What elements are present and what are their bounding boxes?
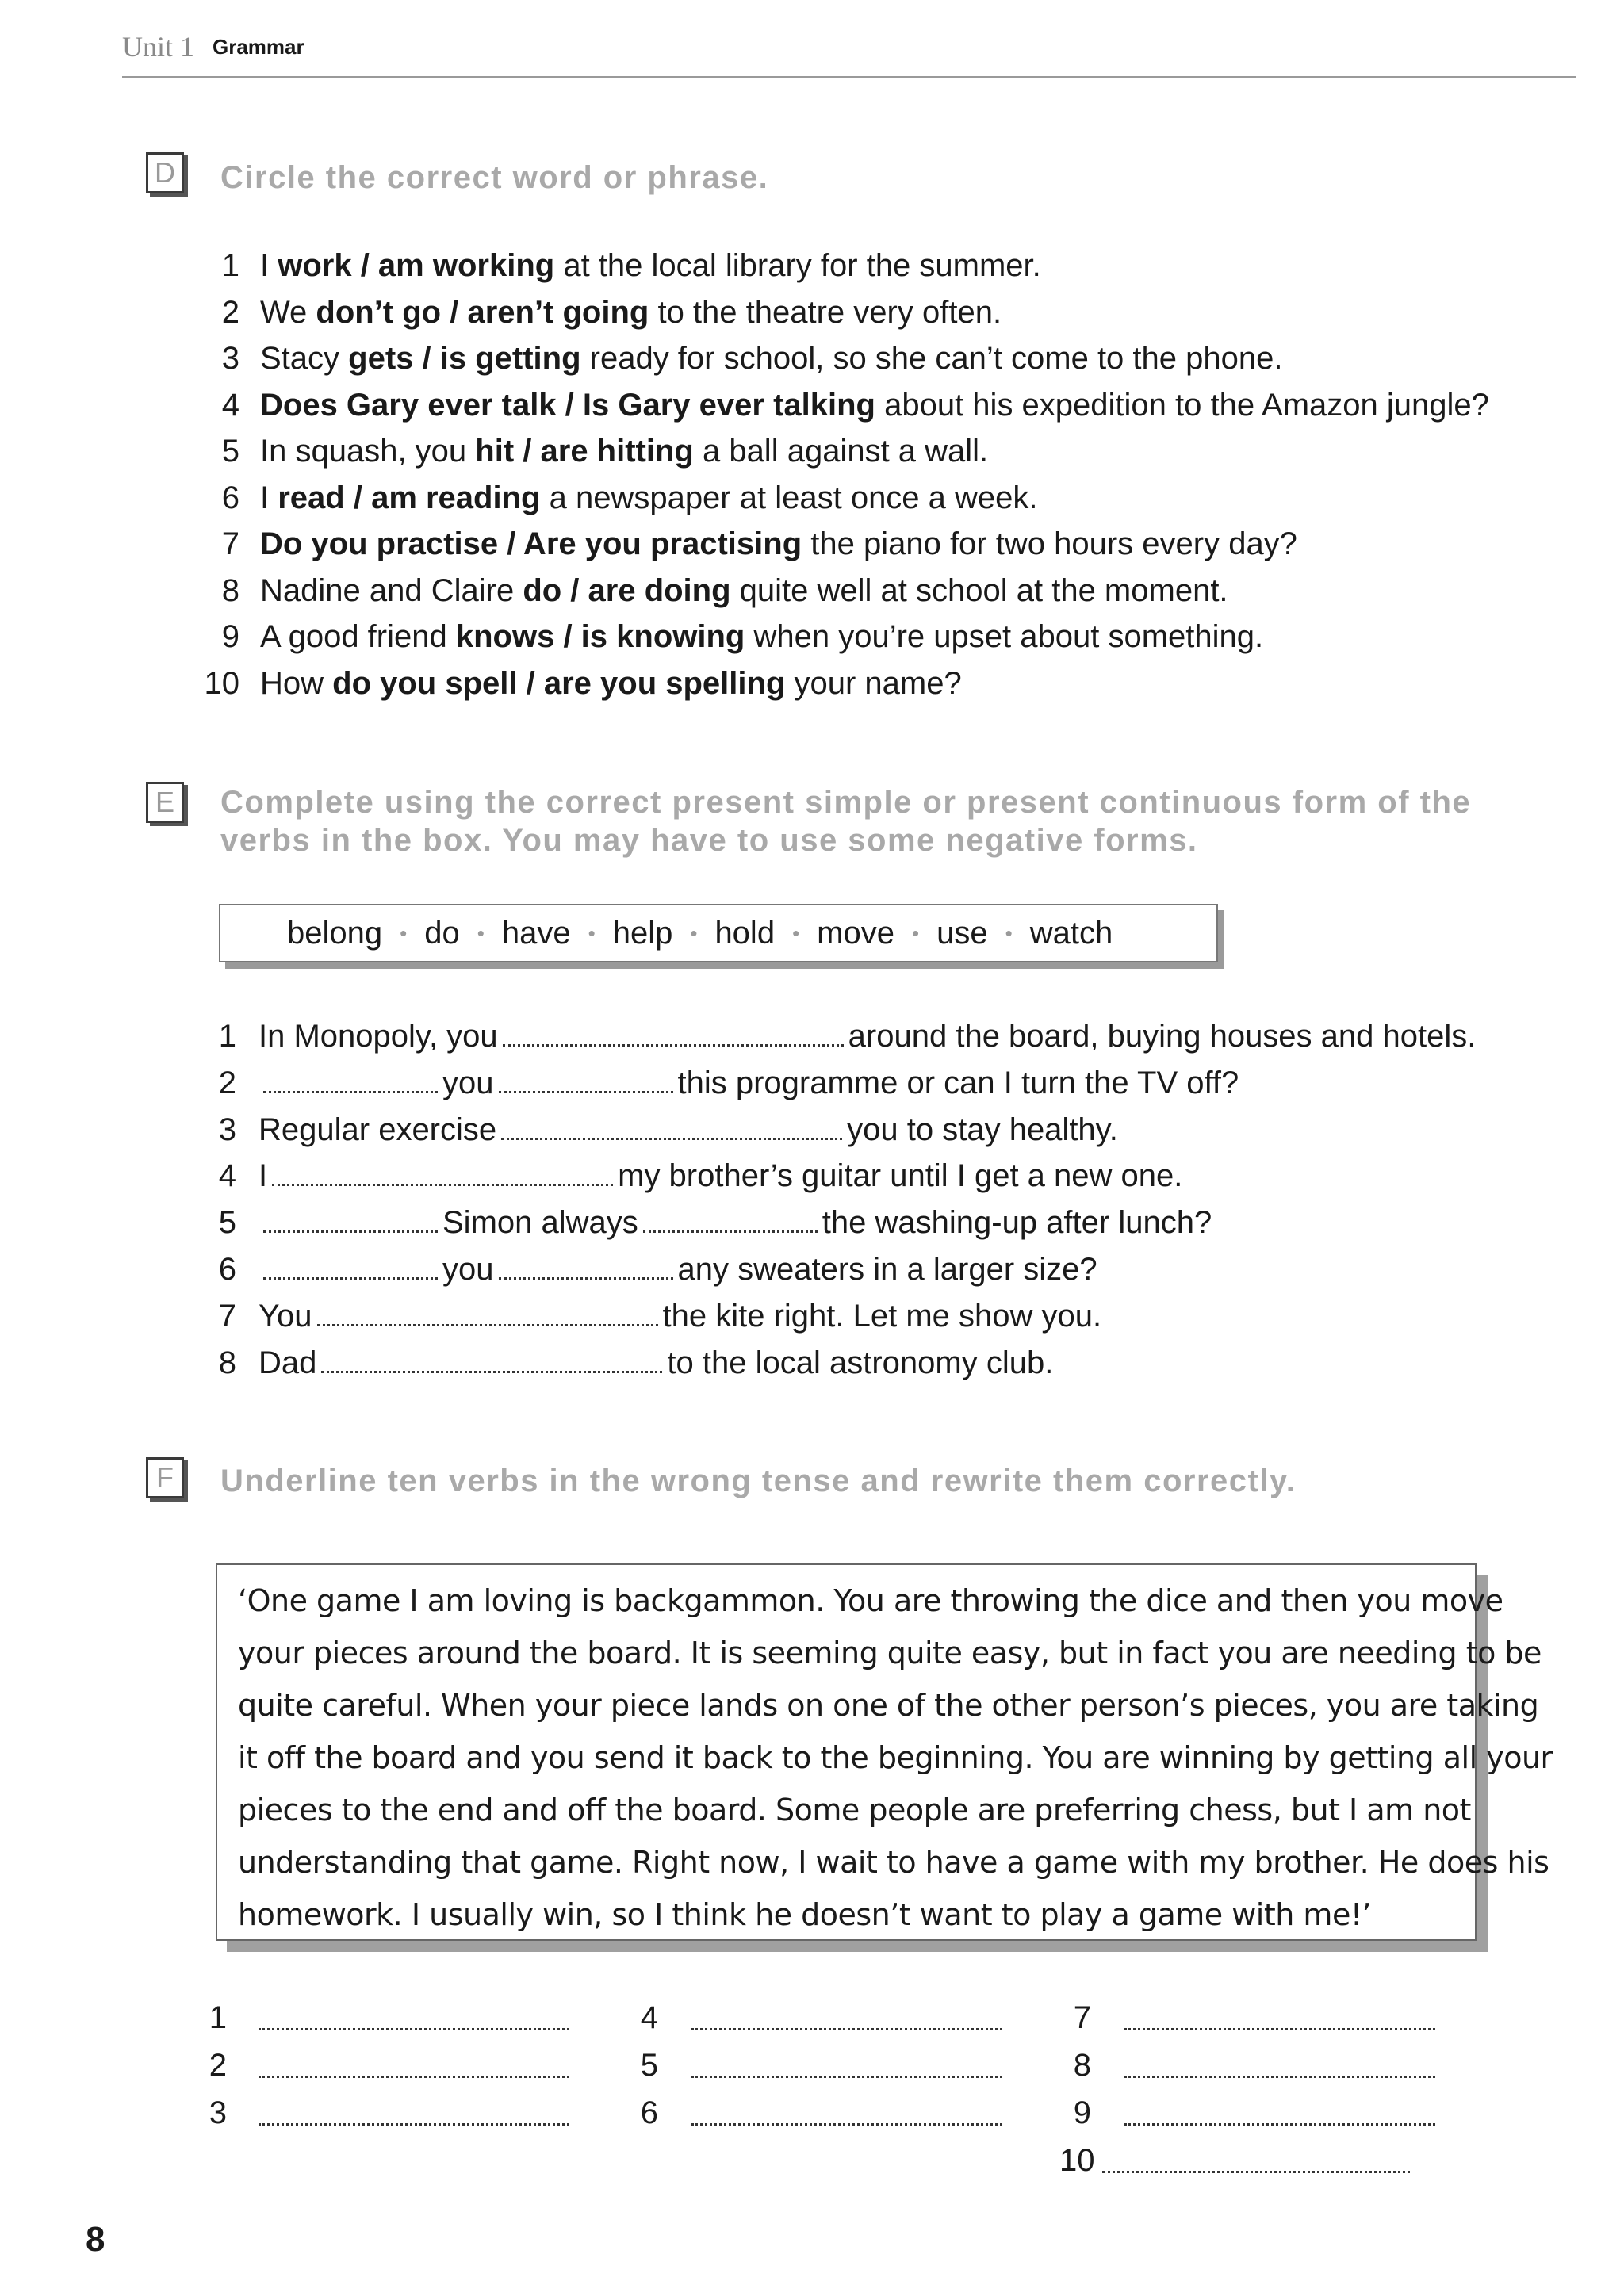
sentence-start: A good friend — [260, 619, 456, 654]
sentence-end: quite well at school at the moment. — [730, 572, 1228, 608]
sentence-end: about his expedition to the Amazon jungle? — [875, 387, 1489, 423]
sentence-part: Regular exercise — [259, 1112, 497, 1147]
sentence-part: any sweaters in a larger size? — [677, 1252, 1097, 1287]
item-number: 3 — [218, 1112, 236, 1147]
item-number: 2 — [221, 294, 239, 330]
sentence — [260, 246, 1041, 285]
bullet-icon: • — [588, 920, 596, 945]
sentence-end: your name? — [785, 665, 962, 701]
verb-word: do — [424, 915, 460, 951]
item-number: 6 — [221, 480, 239, 515]
item-number: 4 — [218, 1158, 236, 1194]
sentence — [260, 571, 1228, 610]
choice-phrase[interactable]: gets / is getting — [348, 341, 581, 376]
gap-sentence — [259, 1016, 1476, 1056]
sentence — [260, 293, 1002, 332]
section-f-badge: F — [146, 1457, 184, 1498]
passage-line: pieces to the end and off the board. Some people are preferring chess, but I am not — [238, 1793, 1471, 1827]
passage-line: understanding that game. Right now, I wait to have a game with my brother. He does his — [238, 1845, 1549, 1880]
verb-word-box — [219, 904, 1218, 962]
item-number: 5 — [218, 1205, 236, 1241]
item-number: 6 — [218, 1252, 236, 1287]
answer-line[interactable] — [259, 2028, 569, 2030]
sentence-start: I — [260, 248, 278, 283]
passage-line: quite careful. When your piece lands on one of the other person’s pieces, you are taking — [238, 1688, 1539, 1723]
bullet-icon: • — [690, 920, 698, 945]
sentence-end: ready for school, so she can’t come to the phone. — [580, 341, 1283, 376]
answer-blank[interactable] — [263, 1253, 438, 1280]
answer-line[interactable] — [1102, 2171, 1410, 2173]
passage-line: your pieces around the board. It is seeming quite easy, but in fact you are needing to be — [238, 1636, 1542, 1670]
sentence — [260, 478, 1038, 518]
verb-word: help — [612, 915, 673, 951]
answer-number: 1 — [209, 2000, 227, 2035]
passage-line: it off the board and you send it back to the beginning. You are winning by getting all your — [238, 1740, 1553, 1775]
sentence — [260, 664, 962, 703]
sentence-end: to the theatre very often. — [649, 294, 1002, 330]
verb-word: use — [936, 915, 988, 951]
item-number: 2 — [218, 1065, 236, 1100]
item-number: 10 — [204, 665, 239, 701]
gap-sentence — [259, 1156, 1182, 1196]
gap-sentence — [259, 1063, 1239, 1103]
item-number: 7 — [221, 526, 239, 561]
item-number: 1 — [221, 248, 239, 283]
item-number: 5 — [221, 434, 239, 469]
answer-blank[interactable] — [263, 1207, 438, 1233]
item-number: 4 — [221, 387, 239, 423]
section-e-badge: E — [146, 782, 184, 823]
sentence-part: Simon always — [442, 1205, 638, 1241]
sentence-start: Stacy — [260, 341, 349, 376]
verb-word: hold — [714, 915, 776, 951]
bullet-icon: • — [792, 920, 800, 945]
answer-blank[interactable] — [317, 1300, 658, 1326]
sentence-part: the washing-up after lunch? — [822, 1205, 1212, 1241]
choice-phrase[interactable]: do / are doing — [523, 572, 731, 608]
answer-blank[interactable] — [263, 1067, 438, 1093]
answer-blank[interactable] — [499, 1253, 673, 1280]
choice-phrase[interactable]: don’t go / aren’t going — [316, 294, 649, 330]
answer-blank[interactable] — [643, 1207, 818, 1233]
verb-word: belong — [287, 915, 383, 951]
sentence-end: a ball against a wall. — [693, 434, 989, 469]
sentence-part: you to stay healthy. — [847, 1112, 1118, 1147]
answer-number: 9 — [1073, 2095, 1091, 2130]
gap-sentence — [259, 1343, 1053, 1383]
sentence — [260, 385, 1489, 425]
sentence-part: you — [442, 1252, 494, 1287]
sentence-part: In Monopoly, you — [259, 1019, 498, 1054]
sentence-part: You — [259, 1298, 312, 1334]
answer-blank[interactable] — [272, 1160, 613, 1186]
answer-line[interactable] — [1124, 2123, 1435, 2126]
section-d-instruction: Circle the correct word or phrase. — [220, 160, 769, 195]
answer-number: 8 — [1073, 2048, 1091, 2083]
gap-sentence — [259, 1203, 1212, 1242]
section-f-instruction: Underline ten verbs in the wrong tense and rewrite them correctly. — [220, 1464, 1297, 1498]
sentence-part: my brother’s guitar until I get a new one. — [618, 1158, 1183, 1194]
bullet-icon: • — [477, 920, 485, 945]
sentence-end: the piano for two hours every day? — [802, 526, 1297, 561]
answer-number: 10 — [1059, 2143, 1095, 2178]
sentence — [260, 339, 1282, 378]
sentence-part: Dad — [259, 1345, 317, 1380]
answer-number: 2 — [209, 2048, 227, 2083]
section-e-instruction-line1: Complete using the correct present simple or present continuous form of the — [220, 785, 1472, 820]
unit-label: Unit 1 — [122, 31, 195, 63]
answer-line[interactable] — [259, 2123, 569, 2126]
answer-line[interactable] — [691, 2123, 1002, 2126]
answer-number: 7 — [1073, 2000, 1091, 2035]
gap-sentence — [259, 1296, 1101, 1336]
sentence-part: to the local astronomy club. — [667, 1345, 1054, 1380]
answer-number: 3 — [209, 2095, 227, 2130]
section-e-instruction-line2: verbs in the box. You may have to use some negative forms. — [220, 823, 1198, 858]
answer-line[interactable] — [1124, 2076, 1435, 2078]
sentence — [260, 524, 1297, 564]
choice-phrase[interactable]: read / am reading — [278, 480, 541, 515]
gap-sentence — [259, 1110, 1118, 1150]
item-number: 9 — [221, 619, 239, 654]
sentence — [260, 617, 1263, 656]
sentence-start: In squash, you — [260, 434, 476, 469]
answer-line[interactable] — [259, 2076, 569, 2078]
passage-box — [216, 1563, 1553, 1941]
answer-number: 6 — [640, 2095, 658, 2130]
answer-number: 4 — [640, 2000, 658, 2035]
sentence-part: around the board, buying houses and hotels. — [848, 1019, 1477, 1054]
choice-phrase[interactable]: Do you practise / Are you practising — [260, 526, 802, 561]
sentence-end: a newspaper at least once a week. — [540, 480, 1038, 515]
choice-phrase[interactable]: knows / is knowing — [455, 619, 745, 654]
bullet-icon: • — [911, 920, 920, 945]
answer-blank[interactable] — [321, 1347, 662, 1373]
passage-line: homework. I usually win, so I think he doesn’t want to play a game with me!’ — [238, 1897, 1372, 1932]
verb-word: have — [501, 915, 571, 951]
sentence-part: I — [259, 1158, 268, 1194]
bullet-icon: • — [400, 920, 408, 945]
answer-blank[interactable] — [501, 1114, 842, 1140]
sentence-part: this programme or can I turn the TV off? — [677, 1065, 1239, 1100]
passage-line: ‘One game I am loving is backgammon. You are throwing the dice and then you move — [238, 1583, 1503, 1618]
sentence-start: I — [260, 480, 278, 515]
bullet-icon: • — [1005, 920, 1013, 945]
answer-number: 5 — [640, 2048, 658, 2083]
section-label: Grammar — [213, 35, 304, 59]
item-number: 8 — [221, 572, 239, 608]
sentence — [260, 431, 988, 471]
sentence-part: the kite right. Let me show you. — [662, 1298, 1102, 1334]
item-number: 3 — [221, 341, 239, 376]
verb-word: watch — [1029, 915, 1113, 951]
sentence-end: when you’re upset about something. — [745, 619, 1264, 654]
section-d-badge: D — [146, 152, 184, 193]
choice-phrase[interactable]: work / am working — [278, 248, 555, 283]
answer-line[interactable] — [691, 2076, 1002, 2078]
sentence-end: at the local library for the summer. — [554, 248, 1041, 283]
answer-blank[interactable] — [499, 1067, 673, 1093]
item-number: 8 — [218, 1345, 236, 1380]
page-number: 8 — [86, 2220, 105, 2259]
choice-phrase[interactable]: hit / are hitting — [475, 434, 694, 469]
verb-word: move — [817, 915, 894, 951]
choice-phrase[interactable]: Does Gary ever talk / Is Gary ever talking — [260, 387, 875, 423]
sentence-start: How — [260, 665, 333, 701]
header-divider — [122, 76, 1576, 78]
answer-line[interactable] — [691, 2028, 1002, 2030]
gap-sentence — [259, 1249, 1097, 1289]
sentence-start: Nadine and Claire — [260, 572, 523, 608]
choice-phrase[interactable]: do you spell / are you spelling — [332, 665, 786, 701]
item-number: 7 — [218, 1298, 236, 1334]
sentence-start: We — [260, 294, 316, 330]
item-number: 1 — [218, 1019, 236, 1054]
answer-line[interactable] — [1124, 2028, 1435, 2030]
sentence-part: you — [442, 1065, 494, 1100]
answer-blank[interactable] — [503, 1020, 844, 1047]
